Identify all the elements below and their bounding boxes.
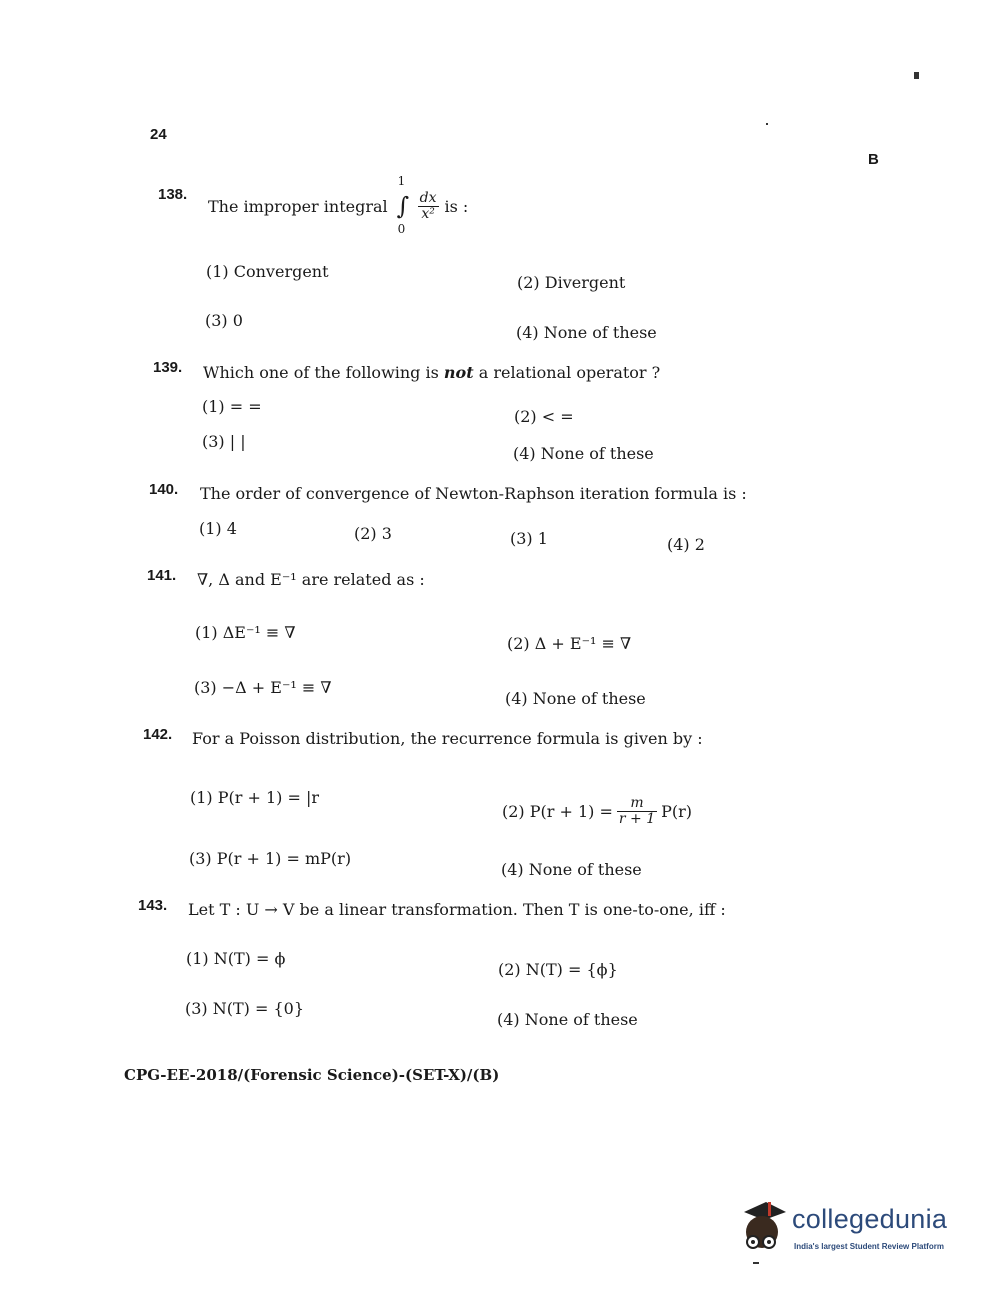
question-140-number: 140. xyxy=(149,481,179,498)
q139-option-4[interactable]: (4) None of these xyxy=(513,444,654,463)
q142-option-2-fraction xyxy=(617,796,657,826)
question-142-text: For a Poisson distribution, the recurrence formula is given by : xyxy=(192,729,703,748)
q142-fraction-numerator: m xyxy=(617,796,657,812)
question-141-text: ∇, Δ and E⁻¹ are related as : xyxy=(197,570,425,589)
question-139-text xyxy=(203,363,660,382)
question-139-number: 139. xyxy=(153,359,183,376)
collegedunia-logo[interactable] xyxy=(738,1198,968,1268)
scan-speck xyxy=(914,72,919,79)
integral-sign: ∫ xyxy=(396,192,410,220)
q141-option-4[interactable]: (4) None of these xyxy=(505,689,646,708)
q139-text-post: a relational operator ? xyxy=(473,363,661,382)
scan-speck xyxy=(766,123,768,125)
q143-option-4[interactable]: (4) None of these xyxy=(497,1010,638,1029)
q139-option-2[interactable]: (2) < = xyxy=(514,407,574,426)
question-142-number: 142. xyxy=(143,726,173,743)
q139-option-1[interactable]: (1) = = xyxy=(202,397,262,416)
question-143-number: 143. xyxy=(138,897,168,914)
question-138-suffix: is : xyxy=(444,196,469,216)
question-143-text: Let T : U → V be a linear transformation. Then T is one-to-one, iff : xyxy=(188,900,726,919)
q138-option-1[interactable]: (1) Convergent xyxy=(206,262,329,281)
q139-text-pre: Which one of the following is xyxy=(203,363,444,382)
scan-speck xyxy=(753,1262,759,1264)
q142-option-2-lead: (2) P(r + 1) = xyxy=(502,801,613,821)
q143-option-1[interactable]: (1) N(T) = ϕ xyxy=(186,949,286,968)
mascot-icon xyxy=(738,1198,790,1258)
q138-option-2[interactable]: (2) Divergent xyxy=(517,273,626,292)
integral-symbol xyxy=(394,174,412,236)
q142-fraction-denominator: r + 1 xyxy=(618,810,656,827)
q142-option-4[interactable]: (4) None of these xyxy=(501,860,642,879)
question-138-number: 138. xyxy=(158,186,188,203)
integral-fraction xyxy=(418,191,439,221)
q138-option-3[interactable]: (3) 0 xyxy=(205,311,243,330)
q143-option-2[interactable]: (2) N(T) = {ϕ} xyxy=(498,960,618,979)
q143-option-3[interactable]: (3) N(T) = {0} xyxy=(185,999,305,1018)
logo-tagline: India's largest Student Review Platform xyxy=(794,1242,944,1251)
q139-text-emphasis: not xyxy=(443,363,474,382)
q141-option-2[interactable]: (2) Δ + E⁻¹ ≡ ∇ xyxy=(507,634,632,653)
question-141-number: 141. xyxy=(147,567,177,584)
question-138-lead: The improper integral xyxy=(208,196,388,216)
logo-wordmark: collegedunia xyxy=(792,1204,948,1234)
set-letter: B xyxy=(868,151,879,168)
q141-option-1[interactable]: (1) ΔE⁻¹ ≡ ∇ xyxy=(195,623,296,642)
question-138-text xyxy=(208,174,469,236)
page-number: 24 xyxy=(150,126,167,143)
q142-option-1[interactable]: (1) P(r + 1) = |r xyxy=(190,788,320,807)
integral-upper-limit: 1 xyxy=(397,174,406,188)
q140-option-4[interactable]: (4) 2 xyxy=(667,535,705,554)
q138-option-4[interactable]: (4) None of these xyxy=(516,323,657,342)
question-140-text: The order of convergence of Newton-Raphson iteration formula is : xyxy=(200,484,747,503)
q142-option-2-tail: P(r) xyxy=(661,801,693,821)
q142-option-3[interactable]: (3) P(r + 1) = mP(r) xyxy=(189,849,352,868)
q142-option-2[interactable] xyxy=(502,790,692,832)
q140-option-3[interactable]: (3) 1 xyxy=(510,529,548,548)
q139-option-3[interactable]: (3) | | xyxy=(202,432,246,451)
paper-footer-code: CPG-EE-2018/(Forensic Science)-(SET-X)/(B) xyxy=(124,1066,500,1084)
q141-option-3[interactable]: (3) −Δ + E⁻¹ ≡ ∇ xyxy=(194,678,332,697)
integral-lower-limit: 0 xyxy=(397,222,406,236)
q140-option-2[interactable]: (2) 3 xyxy=(354,524,392,543)
fraction-numerator: dx xyxy=(419,189,437,206)
fraction-denominator: x² xyxy=(421,205,435,222)
q140-option-1[interactable]: (1) 4 xyxy=(199,519,237,538)
